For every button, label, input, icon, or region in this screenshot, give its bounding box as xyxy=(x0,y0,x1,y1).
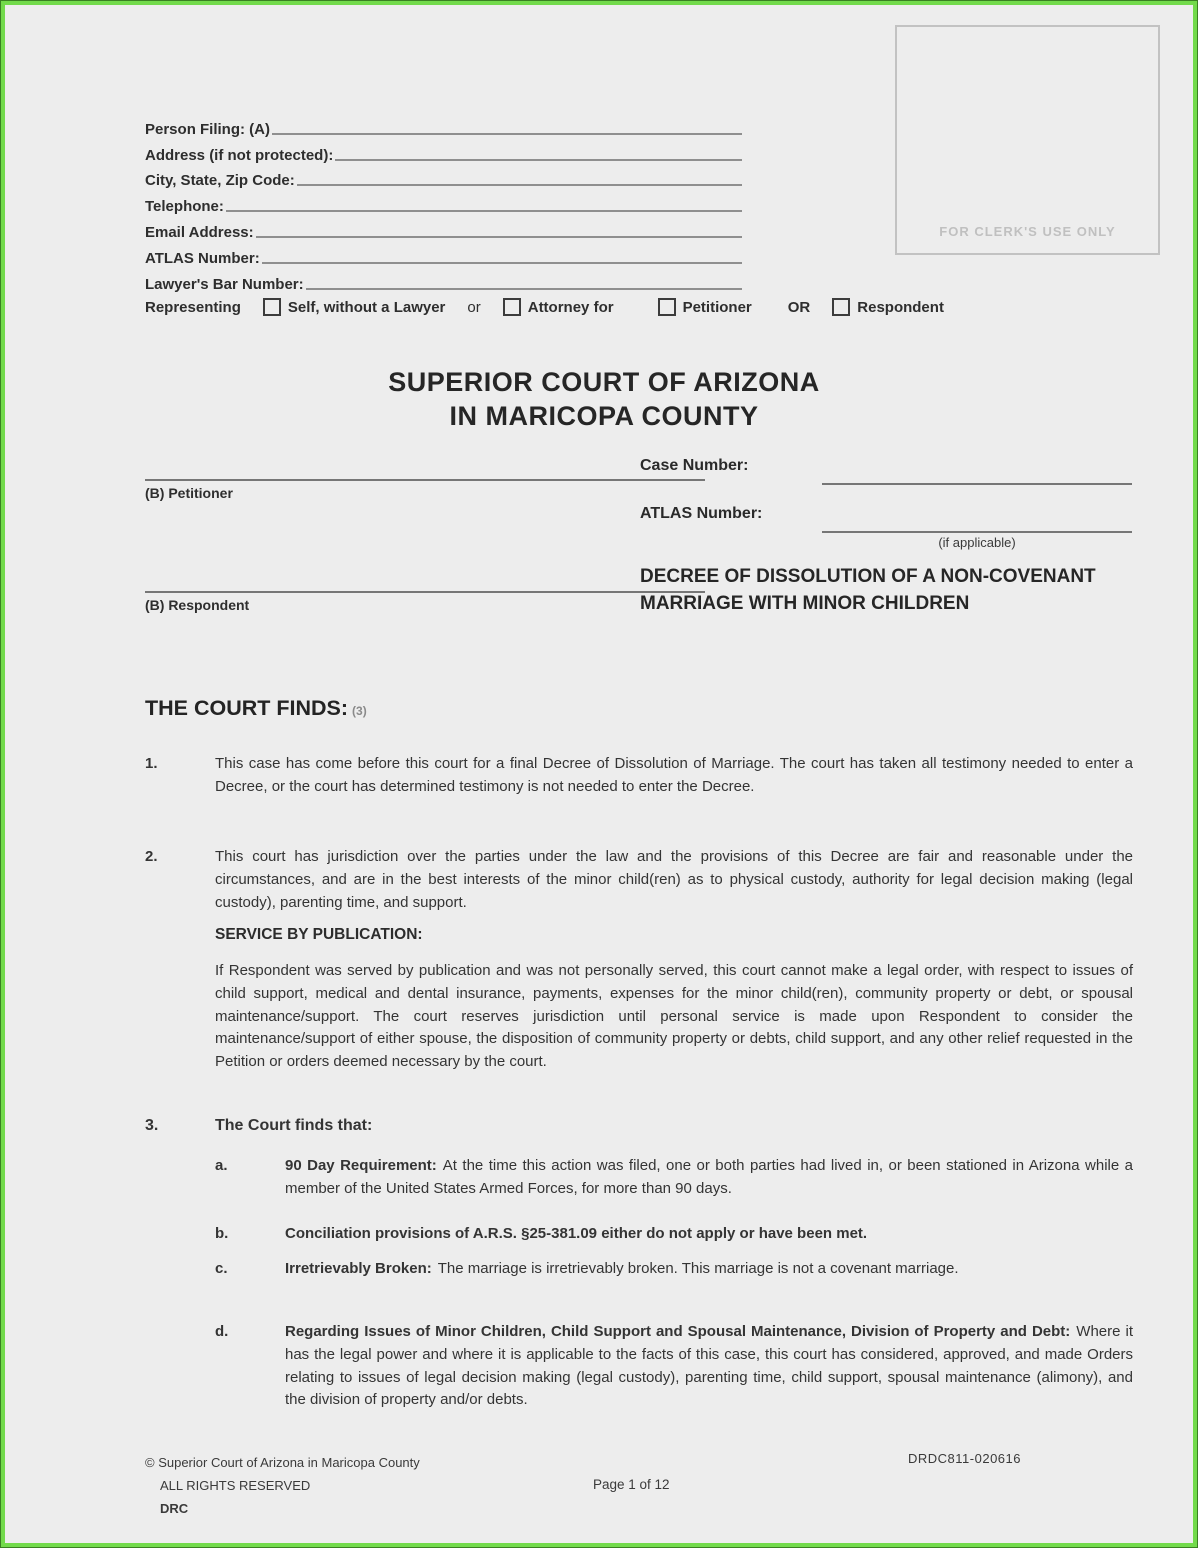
subitem-letter: a. xyxy=(215,1157,228,1174)
court-finds-heading-text: THE COURT FINDS: xyxy=(145,696,349,720)
service-by-publication-text: If Respondent was served by publication and was not personally served, this court cannot make a legal order, with respect to issues of child support, medical and dental insurance, payments, expenses for the minor child(ren), community property or debt, or spousal maintenance/support. The court reserves jurisdiction until personal service is made upon Respondent to consider the maintenance/support of either spouse, the disposition of community property or debts, child support, and any other relief requested in the Petition or orders deemed necessary by the court. xyxy=(215,962,1133,1071)
subitem-text xyxy=(285,1321,1133,1412)
finding-item-2 xyxy=(145,846,1133,914)
fill-in-line xyxy=(306,288,742,290)
petitioner-label: (B) Petitioner xyxy=(145,485,233,501)
subitem-lead: Conciliation provisions of A.R.S. §25-381.09 either do not apply or have been met. xyxy=(285,1225,868,1242)
atlas-number-caption-label: ATLAS Number: xyxy=(640,505,763,522)
if-applicable-note: (if applicable) xyxy=(938,535,1016,550)
subitem-body: Where it has the legal power and where it is applicable to the facts of this case, this court has considered, approved, and made Orders relating to issues of legal decision making (legal custody), parenting time, child support, spousal maintenance (alimony), and the division of property and/or debts. xyxy=(285,1323,1133,1409)
item-number: 1. xyxy=(145,755,158,772)
footer-form-code: DRDC811-020616 xyxy=(908,1451,1021,1466)
subitem-body: The marriage is irretrievably broken. This marriage is not a covenant marriage. xyxy=(437,1260,959,1277)
decree-title: DECREE OF DISSOLUTION OF A NON-COVENANT MARRIAGE WITH MINOR CHILDREN xyxy=(640,566,1096,614)
checkbox-self[interactable] xyxy=(263,298,281,316)
finding-subitem-d xyxy=(215,1321,1133,1412)
form-field-row xyxy=(145,138,742,164)
email-label: Email Address: xyxy=(145,223,254,241)
subitem-letter: d. xyxy=(215,1323,229,1340)
or-upper-label: OR xyxy=(787,298,811,316)
subitem-text xyxy=(285,1223,1133,1246)
fill-in-line xyxy=(226,210,742,212)
address-label: Address (if not protected): xyxy=(145,146,334,164)
respondent-label: (B) Respondent xyxy=(145,597,250,613)
subitem-lead: Irretrievably Broken: xyxy=(285,1260,432,1277)
form-field-row xyxy=(145,241,742,267)
court-title-line1: SUPERIOR COURT OF ARIZONA xyxy=(388,367,820,397)
lawyer-bar-number-label: Lawyer's Bar Number: xyxy=(145,275,304,293)
clerk-use-box xyxy=(895,25,1160,255)
checkbox-attorney[interactable] xyxy=(503,298,521,316)
subitem-body: At the time this action was filed, one or both parties had lived in, or been stationed in Arizona while a member of the United States Armed Forces, for more than 90 days. xyxy=(285,1157,1134,1197)
city-state-zip-label: City, State, Zip Code: xyxy=(145,172,295,190)
footer-page-number: Page 1 of 12 xyxy=(593,1477,670,1492)
court-title xyxy=(5,365,1193,433)
form-field-row xyxy=(145,164,742,190)
person-filing-label: Person Filing: (A) xyxy=(145,120,270,138)
representing-row xyxy=(145,298,1045,316)
form-field-row xyxy=(145,112,742,138)
item-text: This court has jurisdiction over the parties under the law and the provisions of this Decree are fair and reasonable under the circumstances, and are in the best interests of the minor child(ren) as to physical custody, authority for legal decision making (legal custody), parenting time, and support. xyxy=(215,848,1133,911)
filing-info-block xyxy=(145,112,742,293)
footer-copyright: © Superior Court of Arizona in Maricopa County xyxy=(145,1455,420,1470)
respondent-signature-block xyxy=(145,591,705,613)
case-number-line xyxy=(822,457,1132,485)
telephone-label: Telephone: xyxy=(145,198,224,216)
item-text: This case has come before this court for a final Decree of Dissolution of Marriage. The court has taken all testimony needed to enter a Decree, or the court has determined testimony is not needed to enter the Decree. xyxy=(215,755,1133,795)
subitem-text xyxy=(285,1155,1133,1201)
finding-subitem-b xyxy=(215,1223,1133,1246)
service-by-publication-heading: SERVICE BY PUBLICATION: xyxy=(215,926,423,943)
checkbox-respondent[interactable] xyxy=(832,298,850,316)
atlas-number-line xyxy=(822,505,1132,533)
subitem-lead: 90 Day Requirement: xyxy=(285,1157,437,1174)
fill-in-line xyxy=(262,262,742,264)
item-text: The Court finds that: xyxy=(215,1117,373,1134)
representing-label: Representing xyxy=(145,298,241,316)
option-attorney-label: Attorney for xyxy=(527,298,614,316)
or-lower-label: or xyxy=(467,298,481,316)
atlas-number-label: ATLAS Number: xyxy=(145,249,260,267)
fill-in-line xyxy=(256,236,742,238)
item-number: 3. xyxy=(145,1117,159,1134)
form-field-row xyxy=(145,215,742,241)
court-finds-heading xyxy=(145,696,367,721)
checkbox-petitioner[interactable] xyxy=(658,298,676,316)
instruction-ref: (3) xyxy=(352,704,367,718)
fill-in-line xyxy=(297,184,742,186)
item-number: 2. xyxy=(145,848,158,865)
form-field-row xyxy=(145,189,742,215)
subitem-lead: Regarding Issues of Minor Children, Child Support and Spousal Maintenance, Division of Property and Debt: xyxy=(285,1323,1071,1340)
court-title-line2: IN MARICOPA COUNTY xyxy=(449,401,759,431)
finding-subitem-c xyxy=(215,1258,1133,1281)
option-petitioner-label: Petitioner xyxy=(682,298,752,316)
clerk-use-label: FOR CLERK'S USE ONLY xyxy=(939,224,1116,239)
green-border-frame xyxy=(1,1,1197,1547)
subitem-letter: c. xyxy=(215,1260,228,1277)
option-respondent-label: Respondent xyxy=(857,298,944,316)
fill-in-line xyxy=(335,159,742,161)
document-page xyxy=(5,5,1193,1543)
subitem-text xyxy=(285,1258,1133,1281)
option-self-label: Self, without a Lawyer xyxy=(287,298,446,316)
subitem-letter: b. xyxy=(215,1225,229,1242)
form-field-row xyxy=(145,267,742,293)
finding-item-1 xyxy=(145,753,1133,799)
footer-rights: ALL RIGHTS RESERVED xyxy=(160,1478,311,1493)
case-number-label: Case Number: xyxy=(640,457,749,474)
petitioner-signature-block xyxy=(145,479,705,501)
footer-copyright-block xyxy=(145,1451,420,1520)
finding-item-3 xyxy=(145,1115,1133,1138)
footer-department: DRC xyxy=(160,1501,189,1516)
finding-subitem-a xyxy=(215,1155,1133,1201)
fill-in-line xyxy=(272,133,742,135)
